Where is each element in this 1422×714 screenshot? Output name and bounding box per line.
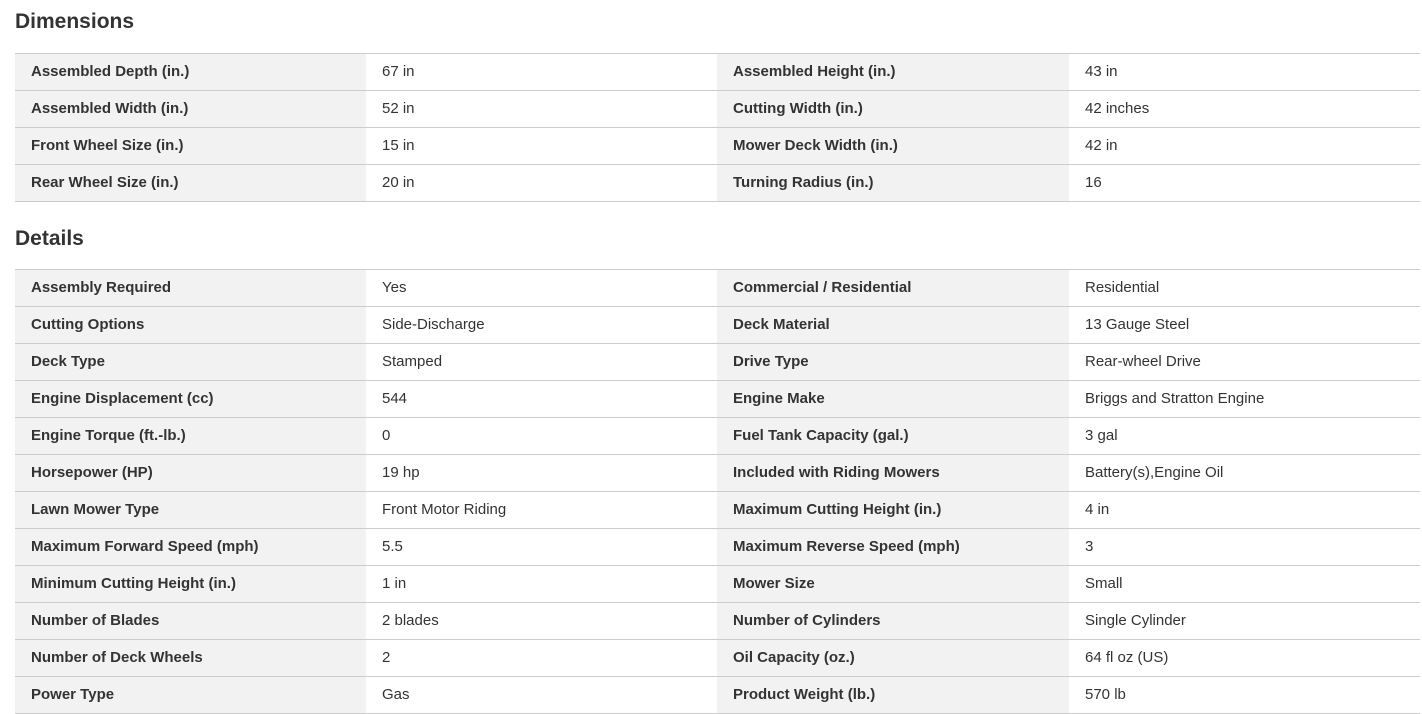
dimensions-table [15, 53, 1420, 202]
spec-value: 3 [1069, 529, 1420, 565]
table-row [15, 270, 1420, 307]
spec-value: 16 [1069, 165, 1420, 201]
spec-value: 1 in [366, 566, 717, 602]
spec-value: 42 inches [1069, 91, 1420, 127]
spec-value: 13 Gauge Steel [1069, 307, 1420, 343]
spec-value: Front Motor Riding [366, 492, 717, 528]
spec-label: Drive Type [717, 344, 1069, 380]
table-row [15, 566, 1420, 603]
spec-label: Product Weight (lb.) [717, 677, 1069, 713]
spec-label: Engine Displacement (cc) [15, 381, 366, 417]
spec-label: Rear Wheel Size (in.) [15, 165, 366, 201]
spec-value: 20 in [366, 165, 717, 201]
spec-label: Fuel Tank Capacity (gal.) [717, 418, 1069, 454]
spec-value: Single Cylinder [1069, 603, 1420, 639]
spec-value: 15 in [366, 128, 717, 164]
spec-value: Stamped [366, 344, 717, 380]
spec-label: Horsepower (HP) [15, 455, 366, 491]
spec-value: 4 in [1069, 492, 1420, 528]
spec-label: Front Wheel Size (in.) [15, 128, 366, 164]
spec-label: Cutting Width (in.) [717, 91, 1069, 127]
table-row [15, 54, 1420, 91]
spec-label: Power Type [15, 677, 366, 713]
table-row [15, 603, 1420, 640]
table-row [15, 128, 1420, 165]
spec-value: 52 in [366, 91, 717, 127]
table-row [15, 677, 1420, 714]
spec-label: Engine Torque (ft.-lb.) [15, 418, 366, 454]
spec-label: Number of Cylinders [717, 603, 1069, 639]
spec-value: 3 gal [1069, 418, 1420, 454]
spec-label: Maximum Reverse Speed (mph) [717, 529, 1069, 565]
spec-value: Residential [1069, 270, 1420, 306]
spec-label: Oil Capacity (oz.) [717, 640, 1069, 676]
dimensions-heading: Dimensions [15, 10, 135, 33]
spec-value: 5.5 [366, 529, 717, 565]
spec-label: Turning Radius (in.) [717, 165, 1069, 201]
spec-label: Assembled Height (in.) [717, 54, 1069, 90]
spec-label: Lawn Mower Type [15, 492, 366, 528]
spec-label: Mower Size [717, 566, 1069, 602]
spec-value: Small [1069, 566, 1420, 602]
spec-label: Assembly Required [15, 270, 366, 306]
spec-value: 43 in [1069, 54, 1420, 90]
table-row [15, 344, 1420, 381]
table-row [15, 455, 1420, 492]
table-row [15, 492, 1420, 529]
spec-label: Cutting Options [15, 307, 366, 343]
spec-value: 570 lb [1069, 677, 1420, 713]
spec-label: Number of Deck Wheels [15, 640, 366, 676]
spec-value: 67 in [366, 54, 717, 90]
spec-label: Included with Riding Mowers [717, 455, 1069, 491]
spec-value: 64 fl oz (US) [1069, 640, 1420, 676]
spec-label: Engine Make [717, 381, 1069, 417]
spec-label: Minimum Cutting Height (in.) [15, 566, 366, 602]
table-row [15, 381, 1420, 418]
spec-value: Rear-wheel Drive [1069, 344, 1420, 380]
spec-label: Number of Blades [15, 603, 366, 639]
spec-value: 544 [366, 381, 717, 417]
details-heading: Details [15, 227, 84, 250]
spec-label: Maximum Cutting Height (in.) [717, 492, 1069, 528]
spec-label: Deck Material [717, 307, 1069, 343]
table-row [15, 418, 1420, 455]
table-row [15, 640, 1420, 677]
spec-label: Assembled Depth (in.) [15, 54, 366, 90]
spec-value: 2 blades [366, 603, 717, 639]
spec-label: Assembled Width (in.) [15, 91, 366, 127]
spec-label: Mower Deck Width (in.) [717, 128, 1069, 164]
spec-value: 2 [366, 640, 717, 676]
details-table [15, 269, 1420, 714]
spec-label: Deck Type [15, 344, 366, 380]
spec-value: 42 in [1069, 128, 1420, 164]
table-row [15, 165, 1420, 202]
spec-value: Briggs and Stratton Engine [1069, 381, 1420, 417]
spec-value: 19 hp [366, 455, 717, 491]
table-row [15, 307, 1420, 344]
spec-label: Commercial / Residential [717, 270, 1069, 306]
table-row [15, 91, 1420, 128]
spec-value: Battery(s),Engine Oil [1069, 455, 1420, 491]
spec-value: Side-Discharge [366, 307, 717, 343]
table-row [15, 529, 1420, 566]
spec-label: Maximum Forward Speed (mph) [15, 529, 366, 565]
spec-value: Yes [366, 270, 717, 306]
spec-value: 0 [366, 418, 717, 454]
spec-value: Gas [366, 677, 717, 713]
